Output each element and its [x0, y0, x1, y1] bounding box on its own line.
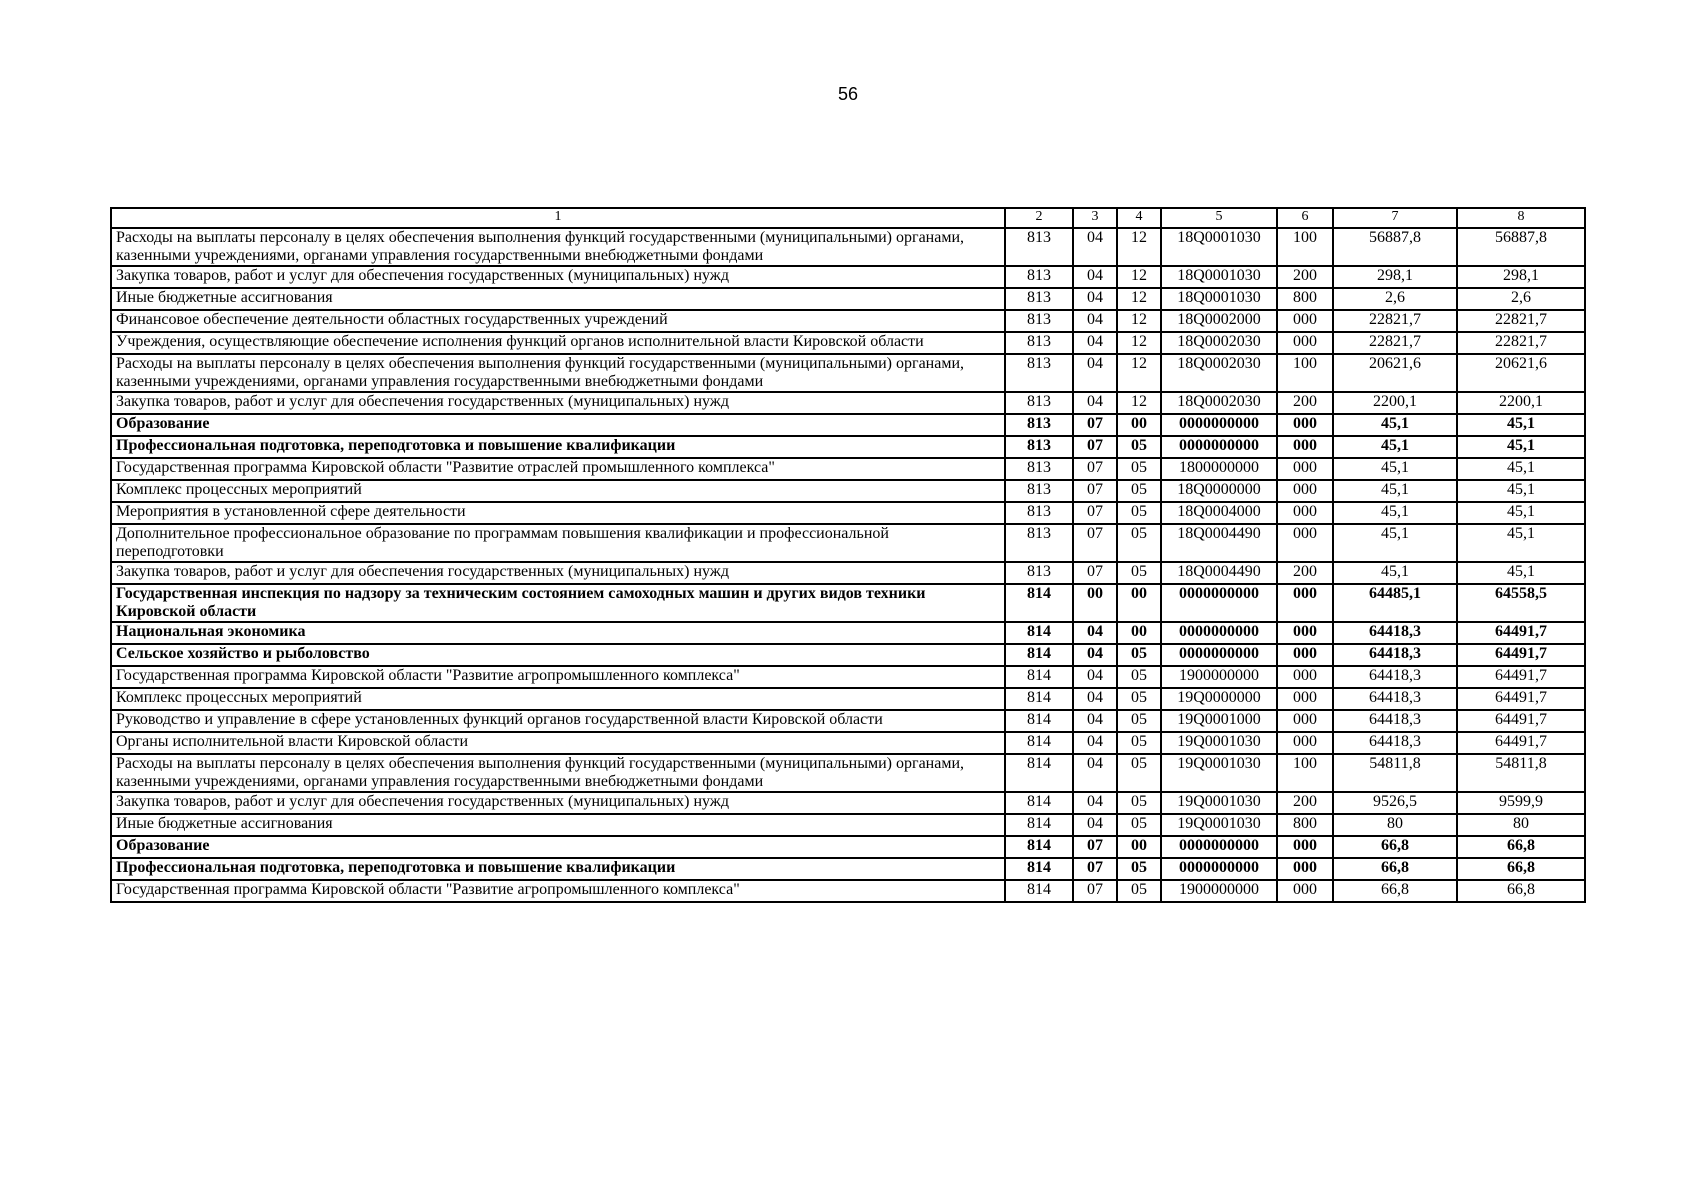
item-name-cell: Руководство и управление в сфере установленных функций органов государственной власти Кировской области — [111, 710, 1005, 732]
department-code-cell: 813 — [1005, 266, 1073, 288]
amount-year2-cell: 2200,1 — [1457, 392, 1585, 414]
department-code-cell: 814 — [1005, 710, 1073, 732]
amount-year2-cell: 66,8 — [1457, 880, 1585, 902]
table-row — [111, 228, 1585, 266]
section-code-cell: 04 — [1073, 666, 1117, 688]
department-code-cell: 814 — [1005, 688, 1073, 710]
amount-year2-cell: 66,8 — [1457, 836, 1585, 858]
expense-type-cell: 800 — [1277, 288, 1333, 310]
section-code-cell: 04 — [1073, 288, 1117, 310]
department-code-cell: 814 — [1005, 880, 1073, 902]
section-code-cell: 04 — [1073, 792, 1117, 814]
item-name-cell: Государственная программа Кировской области "Развитие агропромышленного комплекса" — [111, 880, 1005, 902]
expense-type-cell: 000 — [1277, 688, 1333, 710]
amount-year1-cell: 9526,5 — [1333, 792, 1457, 814]
target-article-cell: 0000000000 — [1161, 622, 1277, 644]
target-article-cell: 19Q0001030 — [1161, 754, 1277, 792]
target-article-cell: 18Q0000000 — [1161, 480, 1277, 502]
subsection-code-cell: 05 — [1117, 436, 1161, 458]
department-code-cell: 813 — [1005, 562, 1073, 584]
item-name-cell: Расходы на выплаты персоналу в целях обеспечения выполнения функций государственными (муниципальными) органами, казенными учреждениями, органами управления государственными внебюджетными фондами — [111, 754, 1005, 792]
table-row — [111, 792, 1585, 814]
column-number-header: 3 — [1073, 208, 1117, 228]
department-code-cell: 813 — [1005, 480, 1073, 502]
expense-type-cell: 000 — [1277, 880, 1333, 902]
expense-type-cell: 000 — [1277, 710, 1333, 732]
table-body — [111, 228, 1585, 902]
target-article-cell: 0000000000 — [1161, 836, 1277, 858]
department-code-cell: 814 — [1005, 732, 1073, 754]
expense-type-cell: 000 — [1277, 622, 1333, 644]
expense-type-cell: 100 — [1277, 354, 1333, 392]
target-article-cell: 0000000000 — [1161, 436, 1277, 458]
amount-year2-cell: 20621,6 — [1457, 354, 1585, 392]
amount-year2-cell: 64491,7 — [1457, 666, 1585, 688]
table-row — [111, 266, 1585, 288]
expense-type-cell: 200 — [1277, 792, 1333, 814]
amount-year1-cell: 64418,3 — [1333, 666, 1457, 688]
section-code-cell: 07 — [1073, 836, 1117, 858]
amount-year1-cell: 22821,7 — [1333, 310, 1457, 332]
table-row — [111, 480, 1585, 502]
target-article-cell: 0000000000 — [1161, 414, 1277, 436]
column-number-header: 2 — [1005, 208, 1073, 228]
department-code-cell: 813 — [1005, 228, 1073, 266]
table-row — [111, 310, 1585, 332]
target-article-cell: 18Q0002030 — [1161, 332, 1277, 354]
amount-year1-cell: 2,6 — [1333, 288, 1457, 310]
department-code-cell: 814 — [1005, 644, 1073, 666]
subsection-code-cell: 05 — [1117, 710, 1161, 732]
target-article-cell: 0000000000 — [1161, 644, 1277, 666]
amount-year1-cell: 64485,1 — [1333, 584, 1457, 622]
expense-type-cell: 000 — [1277, 458, 1333, 480]
subsection-code-cell: 05 — [1117, 502, 1161, 524]
subsection-code-cell: 05 — [1117, 880, 1161, 902]
target-article-cell: 18Q0001030 — [1161, 266, 1277, 288]
department-code-cell: 813 — [1005, 414, 1073, 436]
expense-type-cell: 000 — [1277, 732, 1333, 754]
section-code-cell: 04 — [1073, 644, 1117, 666]
target-article-cell: 19Q0001000 — [1161, 710, 1277, 732]
expense-type-cell: 000 — [1277, 436, 1333, 458]
expense-type-cell: 000 — [1277, 836, 1333, 858]
subsection-code-cell: 05 — [1117, 480, 1161, 502]
department-code-cell: 814 — [1005, 584, 1073, 622]
target-article-cell: 1900000000 — [1161, 666, 1277, 688]
department-code-cell: 814 — [1005, 792, 1073, 814]
table-row — [111, 414, 1585, 436]
subsection-code-cell: 05 — [1117, 792, 1161, 814]
target-article-cell: 0000000000 — [1161, 584, 1277, 622]
department-code-cell: 814 — [1005, 754, 1073, 792]
amount-year1-cell: 45,1 — [1333, 502, 1457, 524]
amount-year2-cell: 22821,7 — [1457, 310, 1585, 332]
target-article-cell: 19Q0001030 — [1161, 732, 1277, 754]
subsection-code-cell: 05 — [1117, 644, 1161, 666]
column-number-header: 5 — [1161, 208, 1277, 228]
department-code-cell: 813 — [1005, 288, 1073, 310]
subsection-code-cell: 12 — [1117, 288, 1161, 310]
table-row — [111, 436, 1585, 458]
item-name-cell: Закупка товаров, работ и услуг для обеспечения государственных (муниципальных) нужд — [111, 792, 1005, 814]
target-article-cell: 0000000000 — [1161, 858, 1277, 880]
section-code-cell: 04 — [1073, 732, 1117, 754]
amount-year1-cell: 80 — [1333, 814, 1457, 836]
amount-year1-cell: 20621,6 — [1333, 354, 1457, 392]
column-number-header: 7 — [1333, 208, 1457, 228]
section-code-cell: 07 — [1073, 562, 1117, 584]
amount-year2-cell: 45,1 — [1457, 562, 1585, 584]
section-code-cell: 04 — [1073, 754, 1117, 792]
table-row — [111, 814, 1585, 836]
item-name-cell: Национальная экономика — [111, 622, 1005, 644]
item-name-cell: Иные бюджетные ассигнования — [111, 288, 1005, 310]
department-code-cell: 813 — [1005, 502, 1073, 524]
section-code-cell: 04 — [1073, 332, 1117, 354]
expense-type-cell: 200 — [1277, 562, 1333, 584]
section-code-cell: 07 — [1073, 858, 1117, 880]
department-code-cell: 813 — [1005, 310, 1073, 332]
section-code-cell: 04 — [1073, 688, 1117, 710]
subsection-code-cell: 05 — [1117, 732, 1161, 754]
table-row — [111, 458, 1585, 480]
target-article-cell: 18Q0001030 — [1161, 228, 1277, 266]
amount-year2-cell: 56887,8 — [1457, 228, 1585, 266]
target-article-cell: 18Q0002030 — [1161, 354, 1277, 392]
item-name-cell: Сельское хозяйство и рыболовство — [111, 644, 1005, 666]
table-row — [111, 622, 1585, 644]
section-code-cell: 07 — [1073, 880, 1117, 902]
table-row — [111, 688, 1585, 710]
department-code-cell: 813 — [1005, 392, 1073, 414]
amount-year1-cell: 45,1 — [1333, 436, 1457, 458]
column-number-header: 6 — [1277, 208, 1333, 228]
section-code-cell: 00 — [1073, 584, 1117, 622]
section-code-cell: 07 — [1073, 524, 1117, 562]
section-code-cell: 07 — [1073, 458, 1117, 480]
expense-type-cell: 000 — [1277, 858, 1333, 880]
target-article-cell: 18Q0004490 — [1161, 562, 1277, 584]
target-article-cell: 1900000000 — [1161, 880, 1277, 902]
item-name-cell: Закупка товаров, работ и услуг для обеспечения государственных (муниципальных) нужд — [111, 392, 1005, 414]
expense-type-cell: 000 — [1277, 584, 1333, 622]
expense-type-cell: 000 — [1277, 310, 1333, 332]
amount-year2-cell: 64491,7 — [1457, 710, 1585, 732]
subsection-code-cell: 00 — [1117, 414, 1161, 436]
amount-year1-cell: 64418,3 — [1333, 688, 1457, 710]
target-article-cell: 18Q0004000 — [1161, 502, 1277, 524]
amount-year2-cell: 64558,5 — [1457, 584, 1585, 622]
amount-year1-cell: 45,1 — [1333, 458, 1457, 480]
subsection-code-cell: 05 — [1117, 814, 1161, 836]
subsection-code-cell: 12 — [1117, 332, 1161, 354]
amount-year1-cell: 64418,3 — [1333, 644, 1457, 666]
item-name-cell: Государственная программа Кировской области "Развитие отраслей промышленного комплекса" — [111, 458, 1005, 480]
table-row — [111, 732, 1585, 754]
item-name-cell: Органы исполнительной власти Кировской области — [111, 732, 1005, 754]
expense-type-cell: 000 — [1277, 480, 1333, 502]
subsection-code-cell: 05 — [1117, 524, 1161, 562]
subsection-code-cell: 00 — [1117, 836, 1161, 858]
expense-type-cell: 100 — [1277, 754, 1333, 792]
department-code-cell: 813 — [1005, 524, 1073, 562]
expense-type-cell: 000 — [1277, 524, 1333, 562]
target-article-cell: 18Q0004490 — [1161, 524, 1277, 562]
item-name-cell: Иные бюджетные ассигнования — [111, 814, 1005, 836]
section-code-cell: 04 — [1073, 354, 1117, 392]
section-code-cell: 04 — [1073, 228, 1117, 266]
department-code-cell: 813 — [1005, 436, 1073, 458]
subsection-code-cell: 05 — [1117, 666, 1161, 688]
column-number-header: 4 — [1117, 208, 1161, 228]
amount-year2-cell: 80 — [1457, 814, 1585, 836]
expense-type-cell: 800 — [1277, 814, 1333, 836]
amount-year2-cell: 64491,7 — [1457, 622, 1585, 644]
section-code-cell: 04 — [1073, 310, 1117, 332]
column-number-row — [111, 208, 1585, 228]
department-code-cell: 814 — [1005, 836, 1073, 858]
department-code-cell: 813 — [1005, 332, 1073, 354]
amount-year1-cell: 2200,1 — [1333, 392, 1457, 414]
amount-year2-cell: 9599,9 — [1457, 792, 1585, 814]
item-name-cell: Образование — [111, 414, 1005, 436]
amount-year1-cell: 64418,3 — [1333, 710, 1457, 732]
expense-type-cell: 000 — [1277, 414, 1333, 436]
amount-year2-cell: 22821,7 — [1457, 332, 1585, 354]
item-name-cell: Финансовое обеспечение деятельности областных государственных учреждений — [111, 310, 1005, 332]
item-name-cell: Государственная программа Кировской области "Развитие агропромышленного комплекса" — [111, 666, 1005, 688]
amount-year1-cell: 66,8 — [1333, 880, 1457, 902]
amount-year2-cell: 45,1 — [1457, 436, 1585, 458]
column-number-header: 1 — [111, 208, 1005, 228]
target-article-cell: 19Q0000000 — [1161, 688, 1277, 710]
expense-type-cell: 000 — [1277, 502, 1333, 524]
subsection-code-cell: 12 — [1117, 228, 1161, 266]
table-row — [111, 858, 1585, 880]
amount-year2-cell: 64491,7 — [1457, 688, 1585, 710]
table-row — [111, 584, 1585, 622]
amount-year2-cell: 64491,7 — [1457, 732, 1585, 754]
amount-year2-cell: 45,1 — [1457, 458, 1585, 480]
target-article-cell: 18Q0001030 — [1161, 288, 1277, 310]
expense-type-cell: 200 — [1277, 266, 1333, 288]
item-name-cell: Комплекс процессных мероприятий — [111, 480, 1005, 502]
expense-type-cell: 200 — [1277, 392, 1333, 414]
amount-year2-cell: 64491,7 — [1457, 644, 1585, 666]
amount-year1-cell: 66,8 — [1333, 836, 1457, 858]
subsection-code-cell: 12 — [1117, 392, 1161, 414]
item-name-cell: Закупка товаров, работ и услуг для обеспечения государственных (муниципальных) нужд — [111, 266, 1005, 288]
section-code-cell: 07 — [1073, 414, 1117, 436]
table-row — [111, 354, 1585, 392]
target-article-cell: 18Q0002030 — [1161, 392, 1277, 414]
table-row — [111, 502, 1585, 524]
subsection-code-cell: 05 — [1117, 458, 1161, 480]
amount-year2-cell: 66,8 — [1457, 858, 1585, 880]
expense-type-cell: 100 — [1277, 228, 1333, 266]
amount-year1-cell: 45,1 — [1333, 414, 1457, 436]
amount-year1-cell: 45,1 — [1333, 562, 1457, 584]
department-code-cell: 814 — [1005, 666, 1073, 688]
amount-year2-cell: 298,1 — [1457, 266, 1585, 288]
table-row — [111, 710, 1585, 732]
page-number: 56 — [837, 84, 859, 104]
subsection-code-cell: 12 — [1117, 354, 1161, 392]
amount-year1-cell: 298,1 — [1333, 266, 1457, 288]
item-name-cell: Расходы на выплаты персоналу в целях обеспечения выполнения функций государственными (муниципальными) органами, казенными учреждениями, органами управления государственными внебюджетными фондами — [111, 354, 1005, 392]
table-row — [111, 392, 1585, 414]
section-code-cell: 04 — [1073, 814, 1117, 836]
item-name-cell: Закупка товаров, работ и услуг для обеспечения государственных (муниципальных) нужд — [111, 562, 1005, 584]
section-code-cell: 07 — [1073, 436, 1117, 458]
item-name-cell: Учреждения, осуществляющие обеспечение исполнения функций органов исполнительной власти Кировской области — [111, 332, 1005, 354]
item-name-cell: Профессиональная подготовка, переподготовка и повышение квалификации — [111, 436, 1005, 458]
expense-type-cell: 000 — [1277, 644, 1333, 666]
table-row — [111, 754, 1585, 792]
table-row — [111, 836, 1585, 858]
amount-year2-cell: 45,1 — [1457, 480, 1585, 502]
amount-year1-cell: 64418,3 — [1333, 622, 1457, 644]
department-code-cell: 813 — [1005, 458, 1073, 480]
target-article-cell: 18Q0002000 — [1161, 310, 1277, 332]
amount-year2-cell: 45,1 — [1457, 414, 1585, 436]
section-code-cell: 04 — [1073, 622, 1117, 644]
subsection-code-cell: 05 — [1117, 754, 1161, 792]
budget-table — [110, 207, 1586, 903]
amount-year1-cell: 22821,7 — [1333, 332, 1457, 354]
section-code-cell: 07 — [1073, 480, 1117, 502]
table-row — [111, 880, 1585, 902]
amount-year1-cell: 64418,3 — [1333, 732, 1457, 754]
amount-year1-cell: 45,1 — [1333, 524, 1457, 562]
amount-year2-cell: 2,6 — [1457, 288, 1585, 310]
column-number-header: 8 — [1457, 208, 1585, 228]
subsection-code-cell: 00 — [1117, 622, 1161, 644]
target-article-cell: 19Q0001030 — [1161, 792, 1277, 814]
department-code-cell: 814 — [1005, 814, 1073, 836]
section-code-cell: 04 — [1073, 266, 1117, 288]
item-name-cell: Профессиональная подготовка, переподготовка и повышение квалификации — [111, 858, 1005, 880]
department-code-cell: 814 — [1005, 858, 1073, 880]
item-name-cell: Расходы на выплаты персоналу в целях обеспечения выполнения функций государственными (муниципальными) органами, казенными учреждениями, органами управления государственными внебюджетными фондами — [111, 228, 1005, 266]
section-code-cell: 07 — [1073, 502, 1117, 524]
subsection-code-cell: 12 — [1117, 266, 1161, 288]
item-name-cell: Комплекс процессных мероприятий — [111, 688, 1005, 710]
item-name-cell: Мероприятия в установленной сфере деятельности — [111, 502, 1005, 524]
table-row — [111, 288, 1585, 310]
amount-year1-cell: 54811,8 — [1333, 754, 1457, 792]
table-row — [111, 332, 1585, 354]
subsection-code-cell: 05 — [1117, 688, 1161, 710]
expense-type-cell: 000 — [1277, 666, 1333, 688]
target-article-cell: 19Q0001030 — [1161, 814, 1277, 836]
subsection-code-cell: 05 — [1117, 562, 1161, 584]
table-row — [111, 666, 1585, 688]
item-name-cell: Государственная инспекция по надзору за техническим состоянием самоходных машин и других видов техники Кировской области — [111, 584, 1005, 622]
table-row — [111, 524, 1585, 562]
section-code-cell: 04 — [1073, 392, 1117, 414]
amount-year1-cell: 45,1 — [1333, 480, 1457, 502]
target-article-cell: 1800000000 — [1161, 458, 1277, 480]
expense-type-cell: 000 — [1277, 332, 1333, 354]
amount-year2-cell: 54811,8 — [1457, 754, 1585, 792]
amount-year1-cell: 56887,8 — [1333, 228, 1457, 266]
amount-year2-cell: 45,1 — [1457, 524, 1585, 562]
table-row — [111, 562, 1585, 584]
subsection-code-cell: 12 — [1117, 310, 1161, 332]
section-code-cell: 04 — [1073, 710, 1117, 732]
amount-year2-cell: 45,1 — [1457, 502, 1585, 524]
item-name-cell: Дополнительное профессиональное образование по программам повышения квалификации и профессиональной переподготовки — [111, 524, 1005, 562]
department-code-cell: 814 — [1005, 622, 1073, 644]
amount-year1-cell: 66,8 — [1333, 858, 1457, 880]
subsection-code-cell: 00 — [1117, 584, 1161, 622]
subsection-code-cell: 05 — [1117, 858, 1161, 880]
table-row — [111, 644, 1585, 666]
department-code-cell: 813 — [1005, 354, 1073, 392]
item-name-cell: Образование — [111, 836, 1005, 858]
